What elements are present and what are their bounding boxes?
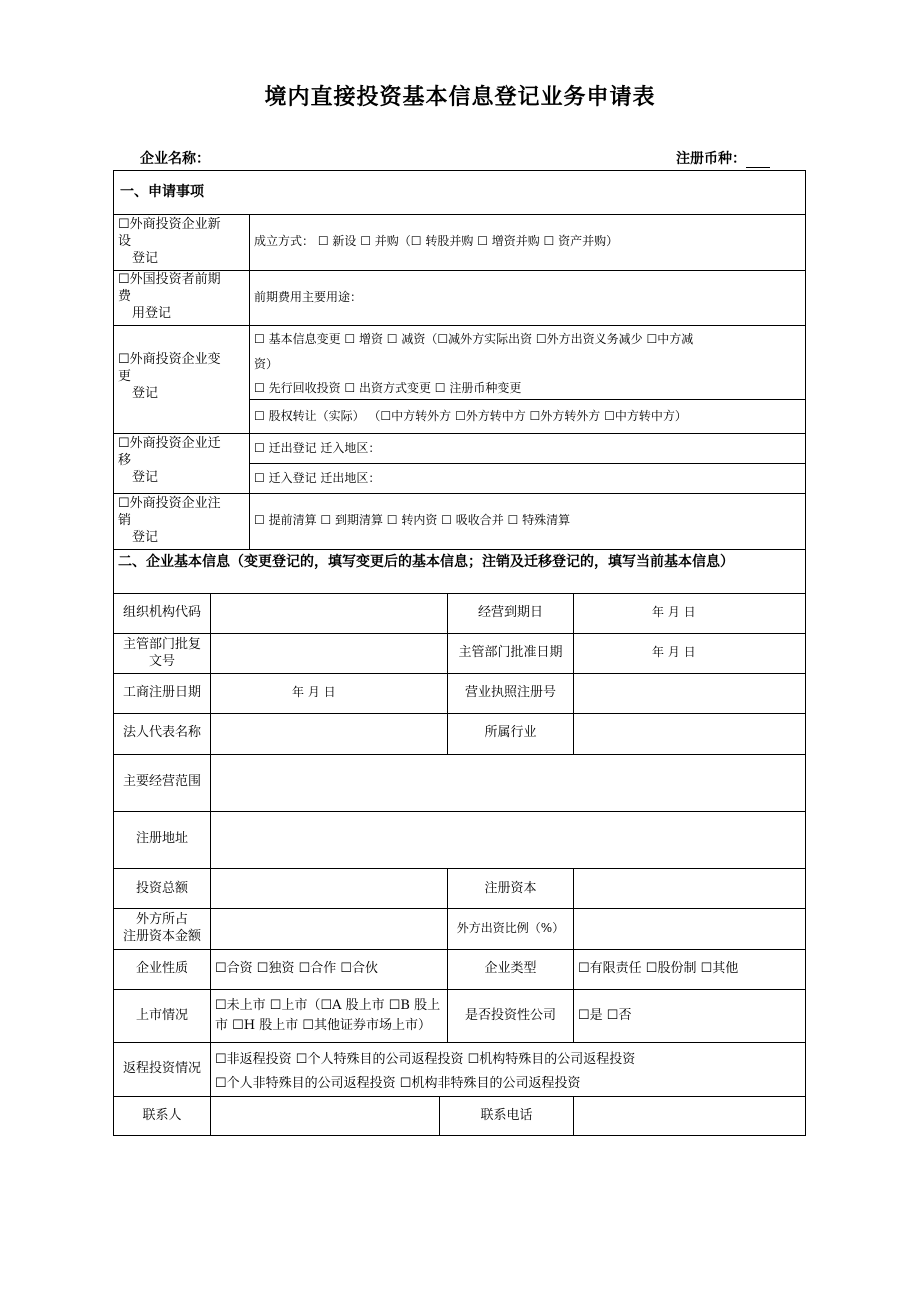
listing-options[interactable] bbox=[215, 996, 440, 1036]
label-line: 注册资本金额 bbox=[122, 929, 201, 944]
change-options-line1[interactable]: ☐ 基本信息变更 ☐ 增资 ☐ 减资（☐减外方实际出资 ☐外方出资义务减少 ☐中方减 bbox=[254, 332, 694, 346]
move-out-registration[interactable]: ☐ 迁出登记 迁入地区： bbox=[254, 441, 381, 455]
row5-label bbox=[118, 495, 221, 546]
divider bbox=[573, 1096, 574, 1136]
label-line: 登记 bbox=[132, 470, 159, 485]
divider bbox=[573, 593, 574, 754]
expiry-label: 经营到期日 bbox=[477, 605, 543, 620]
foreign-amount-label bbox=[114, 911, 210, 945]
row4-label bbox=[118, 435, 221, 486]
company-name-label: 企业名称： bbox=[140, 151, 210, 167]
round-trip-options[interactable] bbox=[215, 1048, 635, 1096]
label-line: 用登记 bbox=[132, 306, 172, 321]
label-line: 登记 bbox=[132, 251, 159, 266]
label-line: 文号 bbox=[148, 654, 175, 669]
divider bbox=[114, 868, 805, 869]
divider bbox=[114, 1096, 805, 1097]
org-code-label: 组织机构代码 bbox=[122, 605, 201, 620]
currency-label-wrap bbox=[676, 148, 770, 168]
row1-label bbox=[118, 216, 221, 267]
nature-options[interactable]: ☐合资 ☐独资 ☐合作 ☐合伙 bbox=[215, 961, 379, 976]
label-line: 主管部门批复 bbox=[122, 637, 201, 652]
legal-rep-label: 法人代表名称 bbox=[122, 725, 201, 740]
divider bbox=[114, 811, 805, 812]
divider bbox=[114, 493, 805, 494]
label-line: ☐外商投资企业注 bbox=[118, 496, 221, 511]
section-2-title: 二、企业基本信息（变更登记的，填写变更后的基本信息；注销及迁移登记的，填写当前基本信息） bbox=[118, 554, 734, 570]
label-line: 移 bbox=[118, 453, 132, 468]
label-line: 登记 bbox=[132, 530, 159, 545]
divider bbox=[114, 713, 805, 714]
expiry-date-field[interactable]: 年 月 日 bbox=[652, 605, 696, 619]
label-line: 外方所占 bbox=[135, 912, 188, 927]
option-line: ☐个人非特殊目的公司返程投资 ☐机构非特殊目的公司返程投资 bbox=[215, 1076, 581, 1091]
approval-date-field[interactable]: 年 月 日 bbox=[652, 645, 696, 659]
option-line: ☐非返程投资 ☐个人特殊目的公司返程投资 ☐机构特殊目的公司返程投资 bbox=[215, 1052, 636, 1067]
contact-label: 联系人 bbox=[142, 1108, 182, 1123]
divider bbox=[114, 214, 805, 215]
divider bbox=[114, 633, 805, 634]
divider bbox=[249, 214, 250, 550]
currency-label: 注册币种： bbox=[676, 151, 746, 167]
label-line: 登记 bbox=[132, 386, 159, 401]
industry-label: 所属行业 bbox=[484, 725, 537, 740]
round-trip-label: 返程投资情况 bbox=[122, 1061, 201, 1076]
label-line: 费 bbox=[118, 289, 132, 304]
page-title: 境内直接投资基本信息登记业务申请表 bbox=[264, 85, 656, 110]
label-line: ☐外商投资企业变 bbox=[118, 352, 221, 367]
section-1-title: 一、申请事项 bbox=[120, 184, 204, 200]
is-investment-options[interactable]: ☐是 ☐否 bbox=[578, 1008, 632, 1023]
row2-label bbox=[118, 271, 221, 322]
divider bbox=[114, 1042, 805, 1043]
address-label: 注册地址 bbox=[135, 831, 188, 846]
currency-field[interactable] bbox=[746, 153, 770, 168]
license-no-label: 营业执照注册号 bbox=[464, 685, 556, 700]
foreign-ratio-label: 外方出资比例（%） bbox=[456, 921, 565, 935]
label-line: ☐外商投资企业新 bbox=[118, 217, 221, 232]
divider bbox=[114, 754, 805, 755]
nature-label: 企业性质 bbox=[135, 961, 188, 976]
cancellation-options[interactable]: ☐ 提前清算 ☐ 到期清算 ☐ 转内资 ☐ 吸收合并 ☐ 特殊清算 bbox=[254, 513, 571, 527]
divider bbox=[114, 433, 805, 434]
reg-date-label: 工商注册日期 bbox=[122, 685, 201, 700]
divider bbox=[249, 399, 805, 400]
total-investment-label: 投资总额 bbox=[135, 881, 188, 896]
row3-label bbox=[118, 351, 221, 402]
label-line: ☐外商投资企业迁 bbox=[118, 436, 221, 451]
divider bbox=[114, 908, 805, 909]
listing-label: 上市情况 bbox=[135, 1008, 188, 1023]
change-options-line2[interactable]: ☐ 先行回收投资 ☐ 出资方式变更 ☐ 注册币种变更 bbox=[254, 381, 522, 395]
label-line: 销 bbox=[118, 513, 132, 528]
divider bbox=[210, 593, 211, 1136]
is-investment-label: 是否投资性公司 bbox=[464, 1008, 556, 1023]
approval-date-label: 主管部门批准日期 bbox=[458, 645, 563, 660]
change-options-line1-cont: 资） bbox=[254, 357, 279, 371]
divider bbox=[114, 989, 805, 990]
label-line: 更 bbox=[118, 369, 132, 384]
divider bbox=[114, 549, 805, 550]
label-line: ☐外国投资者前期 bbox=[118, 272, 221, 287]
divider bbox=[114, 593, 805, 594]
move-in-registration[interactable]: ☐ 迁入登记 迁出地区： bbox=[254, 471, 381, 485]
divider bbox=[573, 868, 574, 1042]
divider bbox=[114, 949, 805, 950]
scope-label: 主要经营范围 bbox=[122, 774, 201, 789]
reg-date-field[interactable]: 年 月 日 bbox=[292, 685, 336, 699]
divider bbox=[249, 463, 805, 464]
approval-no-label bbox=[114, 636, 210, 670]
type-label: 企业类型 bbox=[484, 961, 537, 976]
divider bbox=[114, 673, 805, 674]
divider bbox=[114, 325, 805, 326]
phone-label: 联系电话 bbox=[480, 1108, 533, 1123]
label-line: 设 bbox=[118, 234, 132, 249]
establishment-method[interactable]: 成立方式： ☐ 新设 ☐ 并购（☐ 转股并购 ☐ 增资并购 ☐ 资产并购） bbox=[254, 234, 619, 248]
form-table bbox=[113, 170, 806, 1136]
type-options[interactable]: ☐有限责任 ☐股份制 ☐其他 bbox=[578, 961, 739, 976]
option-line: 市 ☐H 股上市 ☐其他证券市场上市） bbox=[215, 1018, 432, 1033]
preliminary-expense-usage[interactable]: 前期费用主要用途： bbox=[254, 290, 363, 304]
reg-capital-label: 注册资本 bbox=[484, 881, 537, 896]
option-line: ☐未上市 ☐上市（☐A 股上市 ☐B 股上 bbox=[215, 998, 441, 1013]
equity-transfer-options[interactable]: ☐ 股权转让（实际） （☐中方转外方 ☐外方转中方 ☐外方转外方 ☐中方转中方） bbox=[254, 409, 687, 423]
